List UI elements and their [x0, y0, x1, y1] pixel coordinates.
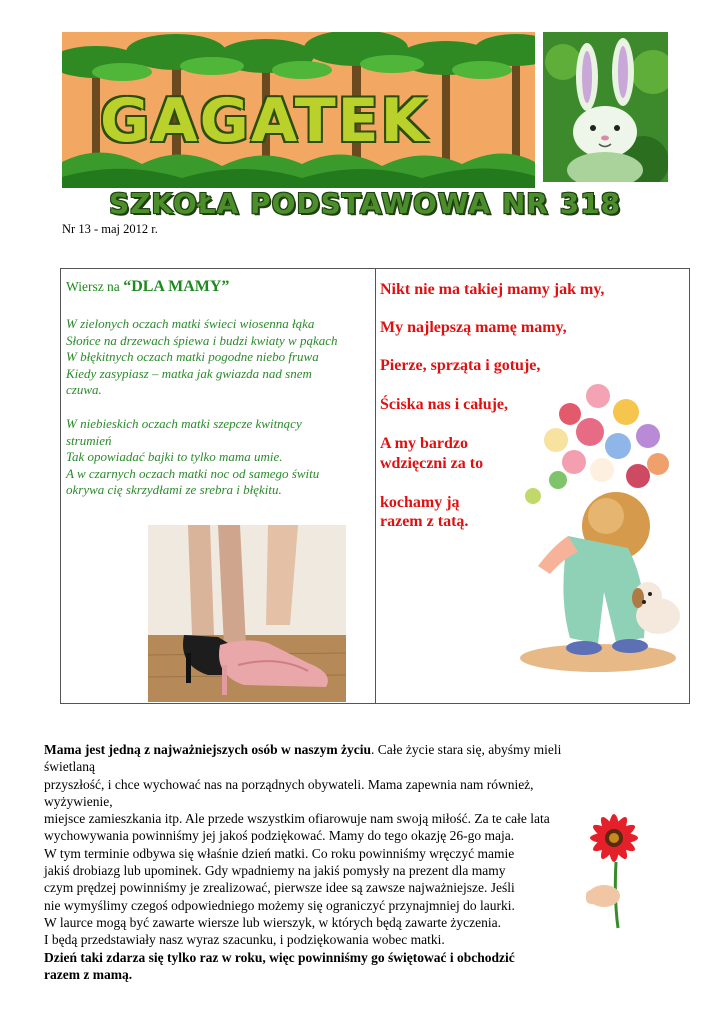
school-name-strip [62, 188, 668, 220]
flower-icon [578, 808, 648, 936]
verse-line: Ściska nas i całuje, [380, 396, 509, 413]
magazine-title: GAGATEK [100, 86, 430, 156]
article-line: wychowywania powinniśmy jej jakoś podziękować. Mamy do tego okazję 26-go maja. [44, 828, 515, 844]
school-name: SZKOŁA PODSTAWOWA NR 318 [108, 187, 622, 220]
verse-line: Pierze, sprząta i gotuje, [380, 357, 541, 374]
verse-line: razem z tatą. [380, 513, 469, 530]
issue-number: Nr 13 - maj 2012 r. [62, 222, 158, 236]
poem-line: Tak opowiadać bajki to tylko mama umie. [66, 449, 283, 464]
article-closing: Dzień taki zdarza się tylko raz w roku, więc powinniśmy go świętować i obchodzić [44, 949, 515, 965]
poem-line: czuwa. [66, 382, 102, 397]
verse-line: Nikt nie ma takiej mamy jak my, [380, 281, 605, 298]
article-line: miejsce zamieszkania itp. Ale przede wszystkim ofiarowuje nam swoją miłość. Za te całe lata [44, 811, 550, 827]
article-line: W laurce mogą być zawarte wiersze lub wierszyk, w których będą zawarte życzenia. [44, 914, 502, 930]
bunny-photo [543, 32, 668, 182]
verse-line: My najlepszą mamę mamy, [380, 319, 567, 336]
gerbera-flower-photo [578, 808, 648, 936]
poem-line: Kiedy zasypiasz – matka jak gwiazda nad snem [66, 365, 312, 381]
poem-line: W zielonych oczach matki świeci wiosenna łąka [66, 316, 315, 331]
verse-line: kochamy ją [380, 494, 460, 511]
bouquet-icon [498, 376, 684, 676]
poem-line: W błękitnych oczach matki pogodne niebo fruwa [66, 349, 319, 364]
poem-line: W niebieskich oczach matki szepcze kwitnący [66, 416, 302, 431]
column-divider [375, 268, 376, 704]
bunny-icon [543, 32, 668, 182]
article-line: I będą przedstawiały nasz wyraz szacunku, i podziękowania wobec matki. [44, 932, 445, 948]
article-line: jakiś drobiazg lub upominek. Gdy wpadniemy na jakiś pomysły na prezent dla mamy [44, 863, 506, 879]
verse-line: A my bardzo [380, 435, 468, 452]
poem-heading [66, 278, 229, 296]
poem-intro-prefix: Wiersz na [66, 279, 124, 294]
poem-line: okrywa cię skrzydłami ze srebra i błękitu. [66, 482, 282, 497]
poem-stanza-2 [66, 416, 371, 499]
article-line: nie wymyślimy czegoś odpowiedniego możemy się ograniczyć przynajmniej do laurki. [44, 897, 515, 913]
child-with-flowers-illustration [498, 376, 684, 676]
poem-line: A w czarnych oczach matki noc od samego świtu [66, 465, 320, 481]
article-body [44, 741, 584, 983]
shoes-icon [148, 525, 346, 702]
article-line: czym prędzej powinniśmy je zrealizować, pierwsze idee są zawsze najważniejsze. Jeśli [44, 880, 515, 896]
article-line: W tym terminie odbywa się właśnie dzień matki. Co roku powinniśmy wręczyć mamie [44, 845, 515, 861]
poem-title: “DLA MAMY” [123, 278, 230, 295]
poem-line: strumień [66, 432, 112, 448]
poem-line: Słońce na drzewach śpiewa i budzi kwiaty w pąkach [66, 332, 338, 348]
article-line: . Całe życie stara się, abyśmy mieli świetlaną [44, 742, 562, 775]
shoes-photo [148, 525, 346, 702]
article-closing: razem z mamą. [44, 966, 133, 982]
header-banner [62, 32, 535, 188]
poem-stanza-1 [66, 316, 371, 399]
article-lead: Mama jest jedną z najważniejszych osób w naszym życiu [44, 742, 371, 757]
article-line: przyszłość, i chce wychować nas na porządnych obywateli. Mama zapewnia nam również, wyżywienie, [44, 776, 534, 809]
verse-line: wdzięczni za to [380, 455, 484, 472]
